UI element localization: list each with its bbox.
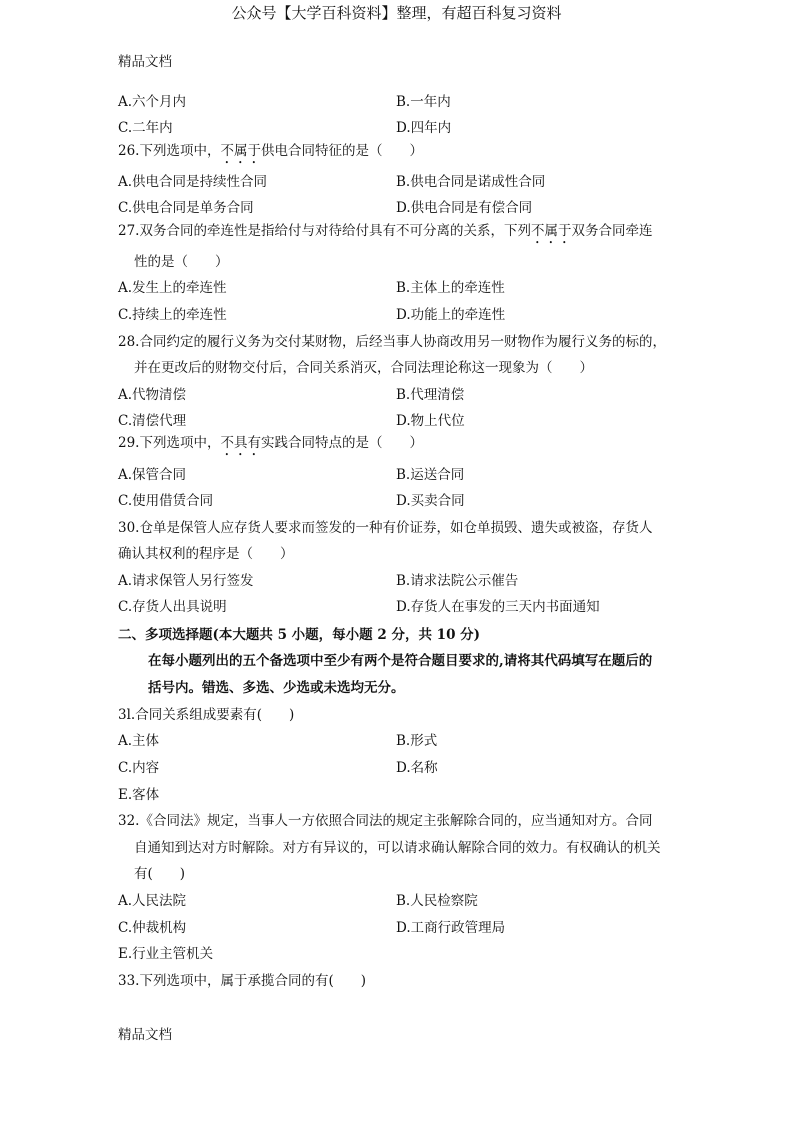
q28-option-a: A.代物清偿 bbox=[118, 387, 187, 403]
q32-option-a: A.人民法院 bbox=[118, 893, 187, 909]
q25-option-b: B.一年内 bbox=[396, 94, 451, 110]
q30-question-line1: 30.仓单是保管人应存货人要求而签发的一种有价证券，如仓单损毁、遗失或被盗，存货人 bbox=[118, 520, 653, 536]
q25-option-c: C.二年内 bbox=[118, 120, 173, 136]
q31-question: 3l.合同关系组成要素有( ) bbox=[118, 707, 295, 723]
q30-option-c: C.存货人出具说明 bbox=[118, 599, 227, 615]
q28-option-d: D.物上代位 bbox=[396, 413, 465, 429]
q25-option-d: D.四年内 bbox=[396, 120, 452, 136]
q27-post: 双务合同牵连 bbox=[571, 223, 653, 239]
q32-question-line3: 有( ) bbox=[134, 866, 186, 882]
page-header: 公众号【大学百科资料】整理，有超百科复习资料 bbox=[231, 4, 562, 22]
q27-pre: 27.双务合同的牵连性是指给付与对待给付具有不可分离的关系，下列 bbox=[118, 223, 531, 239]
q27-question bbox=[118, 222, 652, 247]
q29-option-b: B.运送合同 bbox=[396, 467, 465, 483]
q28-option-b: B.代理清偿 bbox=[396, 387, 465, 403]
q27-option-a: A.发生上的牵连性 bbox=[118, 280, 227, 296]
q27-option-d: D.功能上的牵连性 bbox=[396, 307, 506, 323]
q27-question-line2: 性的是（ ） bbox=[134, 254, 229, 270]
q29-option-c: C.使用借赁合同 bbox=[118, 493, 214, 509]
q27-option-c: C.持续上的牵连性 bbox=[118, 307, 227, 323]
q28-option-c: C.清偿代理 bbox=[118, 413, 187, 429]
q32-option-c: C.仲裁机构 bbox=[118, 920, 187, 936]
q26-post: 供电合同特征的是（ ） bbox=[260, 143, 423, 159]
q30-option-a: A.请求保管人另行签发 bbox=[118, 573, 254, 589]
q33-question: 33.下列选项中，属于承揽合同的有( ) bbox=[118, 973, 367, 989]
q30-question-line2: 确认其权利的程序是（ ） bbox=[118, 546, 294, 562]
section-2-instruction-line1: 在每小题列出的五个备选项中至少有两个是符合题目要求的,请将其代码填写在题后的 bbox=[148, 653, 653, 669]
q31-option-c: C.内容 bbox=[118, 760, 160, 776]
q28-question-line2: 并在更改后的财物交付后，合同关系消灭，合同法理论称这一现象为（ ） bbox=[134, 360, 593, 376]
q32-option-e: E.行业主管机关 bbox=[118, 946, 214, 962]
q25-option-a: A.六个月内 bbox=[118, 94, 187, 110]
q29-question bbox=[118, 434, 423, 459]
q29-pre: 29.下列选项中， bbox=[118, 435, 221, 451]
q27-emphasis: 不属于 bbox=[530, 223, 572, 239]
q32-option-b: B.人民检察院 bbox=[396, 893, 478, 909]
q31-option-e: E.客体 bbox=[118, 787, 160, 803]
section-2-instruction-line2: 括号内。错选、多选、少选或未选均无分。 bbox=[148, 680, 405, 696]
watermark-bottom: 精品文档 bbox=[118, 1027, 172, 1043]
q30-option-d: D.存货人在事发的三天内书面通知 bbox=[396, 599, 600, 615]
q32-question-line2: 自通知到达对方时解除。对方有异议的，可以请求确认解除合同的效力。有权确认的机关 bbox=[134, 840, 661, 856]
q26-option-d: D.供电合同是有偿合同 bbox=[396, 200, 533, 216]
q27-option-b: B.主体上的牵连性 bbox=[396, 280, 505, 296]
q31-option-d: D.名称 bbox=[396, 760, 438, 776]
q26-pre: 26.下列选项中， bbox=[118, 143, 221, 159]
q26-option-c: C.供电合同是单务合同 bbox=[118, 200, 254, 216]
q32-question-line1: 32.《合同法》规定，当事人一方依照合同法的规定主张解除合同的，应当通知对方。合同 bbox=[118, 813, 653, 829]
q26-emphasis: 不属于 bbox=[220, 143, 261, 159]
q30-option-b: B.请求法院公示催告 bbox=[396, 573, 519, 589]
q26-option-a: A.供电合同是持续性合同 bbox=[118, 174, 268, 190]
q29-option-a: A.保管合同 bbox=[118, 467, 187, 483]
section-2-title: 二、多项选择题(本大题共 5 小题，每小题 2 分，共 10 分) bbox=[118, 627, 481, 643]
q26-question bbox=[118, 142, 423, 167]
watermark-top: 精品文档 bbox=[118, 54, 172, 70]
q29-emphasis: 不具有 bbox=[220, 435, 261, 451]
q28-question-line1: 28.合同约定的履行义务为交付某财物，后经当事人协商改用另一财物作为履行义务的标的， bbox=[118, 334, 666, 350]
q26-option-b: B.供电合同是诺成性合同 bbox=[396, 174, 546, 190]
q31-option-a: A.主体 bbox=[118, 733, 160, 749]
q32-option-d: D.工商行政管理局 bbox=[396, 920, 506, 936]
q31-option-b: B.形式 bbox=[396, 733, 438, 749]
q29-post: 实践合同特点的是（ ） bbox=[260, 435, 423, 451]
q29-option-d: D.买卖合同 bbox=[396, 493, 465, 509]
